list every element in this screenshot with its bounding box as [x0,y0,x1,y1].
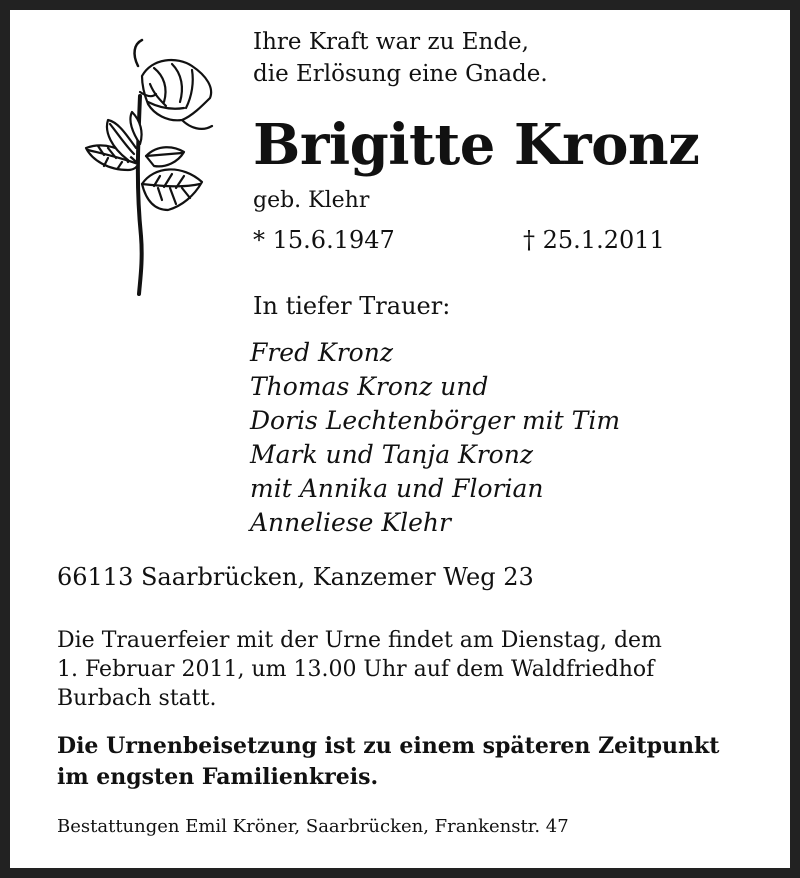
funeral-home: Bestattungen Emil Kröner, Saarbrücken, Frankenstr. 47 [57,816,569,837]
ceremony-line: 1. Februar 2011, um 13.00 Uhr auf dem Waldfriedhof [57,657,655,682]
ceremony-line: Die Trauerfeier mit der Urne findet am Dienstag, dem [57,628,662,653]
family-address: 66113 Saarbrücken, Kanzemer Weg 23 [57,563,534,591]
birth-date: * 15.6.1947 [253,226,395,254]
urn-notice-line: Die Urnenbeisetzung ist zu einem späteren Zeitpunkt [57,733,720,759]
deceased-name: Brigitte Kronz [253,112,700,178]
mourning-heading: In tiefer Trauer: [253,292,451,320]
quote [253,26,548,90]
urn-notice [57,731,719,793]
ceremony-text [57,626,662,713]
mourners-list [250,336,620,540]
mourner-line: Fred Kronz [250,338,393,367]
death-date: † 25.1.2011 [523,226,665,254]
mourner-line: mit Annika und Florian [250,474,544,503]
mourner-line: Doris Lechtenbörger mit Tim [250,406,621,435]
mourner-line: Thomas Kronz und [250,372,489,401]
ceremony-line: Burbach statt. [57,686,217,711]
rose-icon [42,36,217,298]
urn-notice-line: im engsten Familienkreis. [57,764,379,790]
quote-line: die Erlösung eine Gnade. [253,61,548,87]
mourner-line: Mark und Tanja Kronz [250,440,533,469]
quote-line: Ihre Kraft war zu Ende, [253,29,529,55]
born-name: geb. Klehr [253,188,370,213]
mourner-line: Anneliese Klehr [250,508,451,537]
